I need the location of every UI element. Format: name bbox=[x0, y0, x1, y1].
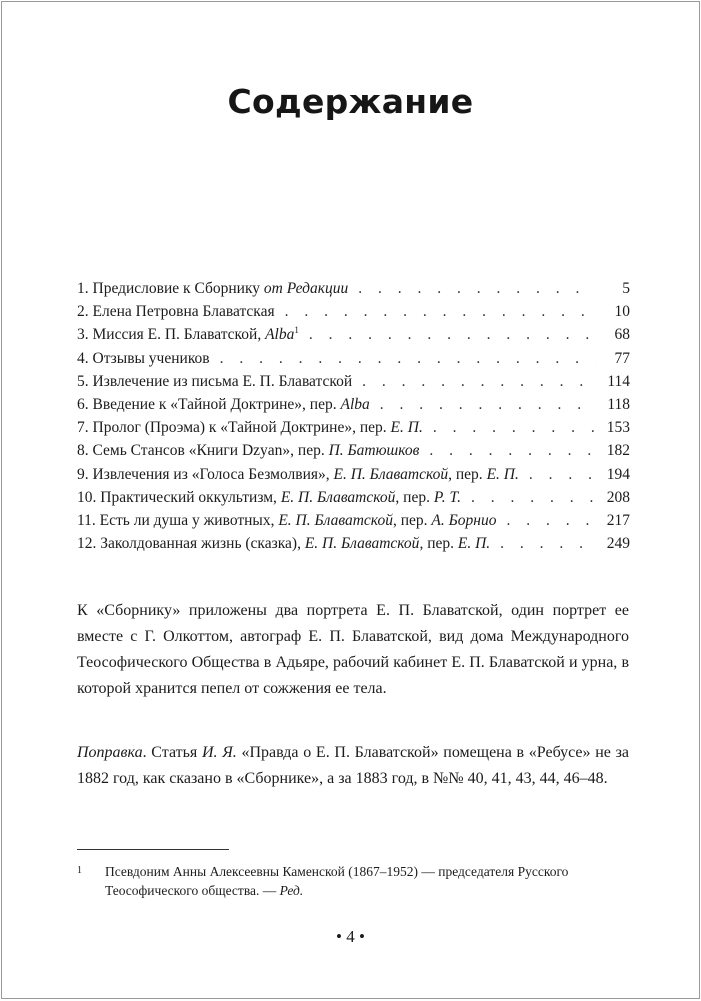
toc-entry bbox=[77, 393, 630, 416]
toc-entry-italic: Alba bbox=[265, 326, 295, 344]
toc-entry-text: 7. Пролог (Проэма) к «Тайной Доктрине», пер. bbox=[77, 419, 391, 437]
toc-entry-text: , пер. bbox=[395, 488, 434, 506]
toc-entry-page: 114 bbox=[607, 372, 630, 390]
toc-entry-title bbox=[77, 323, 299, 346]
toc-entry-page: 194 bbox=[606, 465, 630, 483]
toc-entry-text: 12. Заколдованная жизнь (сказка), bbox=[77, 535, 305, 553]
toc-entry-italic: Е. П. Блаватской bbox=[333, 465, 449, 483]
dot-leader bbox=[220, 347, 596, 370]
dot-leader bbox=[429, 439, 596, 462]
dot-leader bbox=[380, 393, 596, 416]
toc-entry-text: 4. Отзывы учеников bbox=[77, 349, 210, 367]
toc-entry-text: 2. Елена Петровна Блаватская bbox=[77, 303, 275, 321]
footnote-ref-mark: 1 bbox=[294, 325, 299, 336]
toc-entry-page: 68 bbox=[614, 326, 630, 344]
dot-leader bbox=[362, 370, 596, 393]
toc-entry-title bbox=[77, 300, 275, 323]
toc-entry-text: 11. Есть ли душа у животных, bbox=[77, 512, 279, 530]
attachments-note: К «Сборнику» приложены два портрета Е. П. Блаватской, один портрет ее вместе с Г. Олкоттом, автограф Е. П. Блаватской, вид дома Международного Теософического Общества в Адьяре, рабочий кабинет Е. П. Блаватской и урна, в которой хранится пепел от сожжения ее тела. bbox=[77, 602, 629, 697]
footnote-divider bbox=[77, 849, 229, 850]
toc-entry bbox=[77, 416, 630, 439]
toc-entry-italic: Р. Т. bbox=[433, 488, 462, 506]
toc-entry-text: 5. Извлечение из письма Е. П. Блаватской bbox=[77, 372, 353, 390]
footnote bbox=[77, 862, 632, 900]
book-page bbox=[1, 1, 700, 999]
correction-note bbox=[77, 740, 629, 792]
toc-entry bbox=[77, 439, 630, 462]
toc-entry bbox=[77, 300, 630, 323]
toc-entry-title bbox=[77, 532, 490, 555]
toc-entry-page: 208 bbox=[606, 488, 630, 506]
footnote-body: Псевдоним Анны Алексеевны Каменской (1867–1952) — председателя Русского Теософического общества. — bbox=[105, 864, 569, 898]
toc-entry-title bbox=[77, 277, 348, 300]
toc-entry-title bbox=[77, 463, 519, 486]
toc-entry bbox=[77, 323, 630, 346]
correction-text-2: «Правда о Е. П. Блаватской» помещена в «Ребусе» не за 1882 год, как сказано в «Сборнике», а за 1883 год, в №№ 40, 41, 43, 44, 46–48. bbox=[77, 744, 630, 787]
toc-entry-page: 77 bbox=[614, 349, 630, 367]
toc-entry-italic: Е. П. Блаватской bbox=[304, 535, 420, 553]
toc-entry bbox=[77, 463, 630, 486]
toc-entry-title bbox=[77, 393, 370, 416]
dot-leader bbox=[433, 416, 596, 439]
toc-entry-text: 3. Миссия Е. П. Блаватской, bbox=[77, 326, 266, 344]
toc-entry-text: , пер. bbox=[392, 512, 432, 530]
toc-entry bbox=[77, 532, 630, 555]
footnote-text bbox=[105, 862, 632, 900]
toc-entry-title bbox=[77, 416, 423, 439]
toc-entry-text: 1. Предисловие к Сборнику bbox=[77, 280, 264, 297]
toc-entry bbox=[77, 486, 630, 509]
page-number: • 4 • bbox=[336, 927, 365, 946]
toc-entry-text: 8. Семь Стансов «Книги Dzyan», пер. bbox=[77, 442, 329, 460]
toc-entry-text: , пер. bbox=[448, 465, 487, 483]
correction-label: Поправка bbox=[77, 744, 143, 761]
toc-entry bbox=[77, 347, 630, 370]
toc-entry-page: 118 bbox=[607, 396, 630, 414]
toc-entry-title bbox=[77, 347, 210, 370]
toc-entry-page: 249 bbox=[606, 535, 630, 553]
page-title: Содержание bbox=[227, 82, 474, 121]
footnote-ref: Ред. bbox=[279, 883, 304, 898]
toc-entry bbox=[77, 277, 630, 300]
toc-entry-italic: Е. П. bbox=[457, 535, 491, 553]
correction-text-1: . Статья bbox=[142, 744, 202, 761]
toc-entry bbox=[77, 509, 630, 532]
dot-leader bbox=[529, 463, 596, 486]
toc-entry-text: 10. Практический оккультизм, bbox=[77, 488, 281, 506]
toc-entry-text: , пер. bbox=[419, 535, 458, 553]
dot-leader bbox=[358, 277, 596, 300]
toc-entry-title bbox=[77, 370, 352, 393]
toc-entry-text: 9. Извлечения из «Голоса Безмолвия», bbox=[77, 465, 334, 483]
correction-author: И. Я. bbox=[201, 744, 237, 761]
toc-entry-title bbox=[77, 486, 461, 509]
toc-entry-title bbox=[77, 509, 496, 532]
toc-entry-italic: Alba bbox=[340, 396, 370, 414]
footnote-mark: 1 bbox=[77, 865, 82, 876]
toc-entry-page: 217 bbox=[606, 512, 630, 530]
toc-entry-title bbox=[77, 439, 419, 462]
toc-entry-italic: Е. П. bbox=[486, 465, 519, 483]
dot-leader bbox=[506, 509, 596, 532]
toc-entry-italic: П. Батюшков bbox=[328, 442, 420, 460]
dot-leader bbox=[285, 300, 596, 323]
toc-entry-italic: А. Борнио bbox=[431, 512, 497, 530]
toc-entry-italic: от Редакции bbox=[263, 280, 349, 297]
toc-entry-italic: Е. П. Блаватской bbox=[278, 512, 393, 530]
table-of-contents bbox=[77, 277, 630, 555]
dot-leader bbox=[500, 532, 596, 555]
toc-entry-italic: Е. П. bbox=[390, 419, 423, 437]
toc-entry-page: 10 bbox=[614, 303, 630, 321]
toc-entry bbox=[77, 370, 630, 393]
toc-entry-italic: Е. П. Блаватской bbox=[280, 488, 396, 506]
dot-leader bbox=[471, 486, 596, 509]
toc-entry-page: 153 bbox=[606, 419, 630, 437]
toc-entry-page: 5 bbox=[622, 280, 630, 297]
dot-leader bbox=[309, 323, 596, 346]
toc-entry-text: 6. Введение к «Тайной Доктрине», пер. bbox=[77, 396, 341, 414]
toc-entry-page: 182 bbox=[606, 442, 630, 460]
